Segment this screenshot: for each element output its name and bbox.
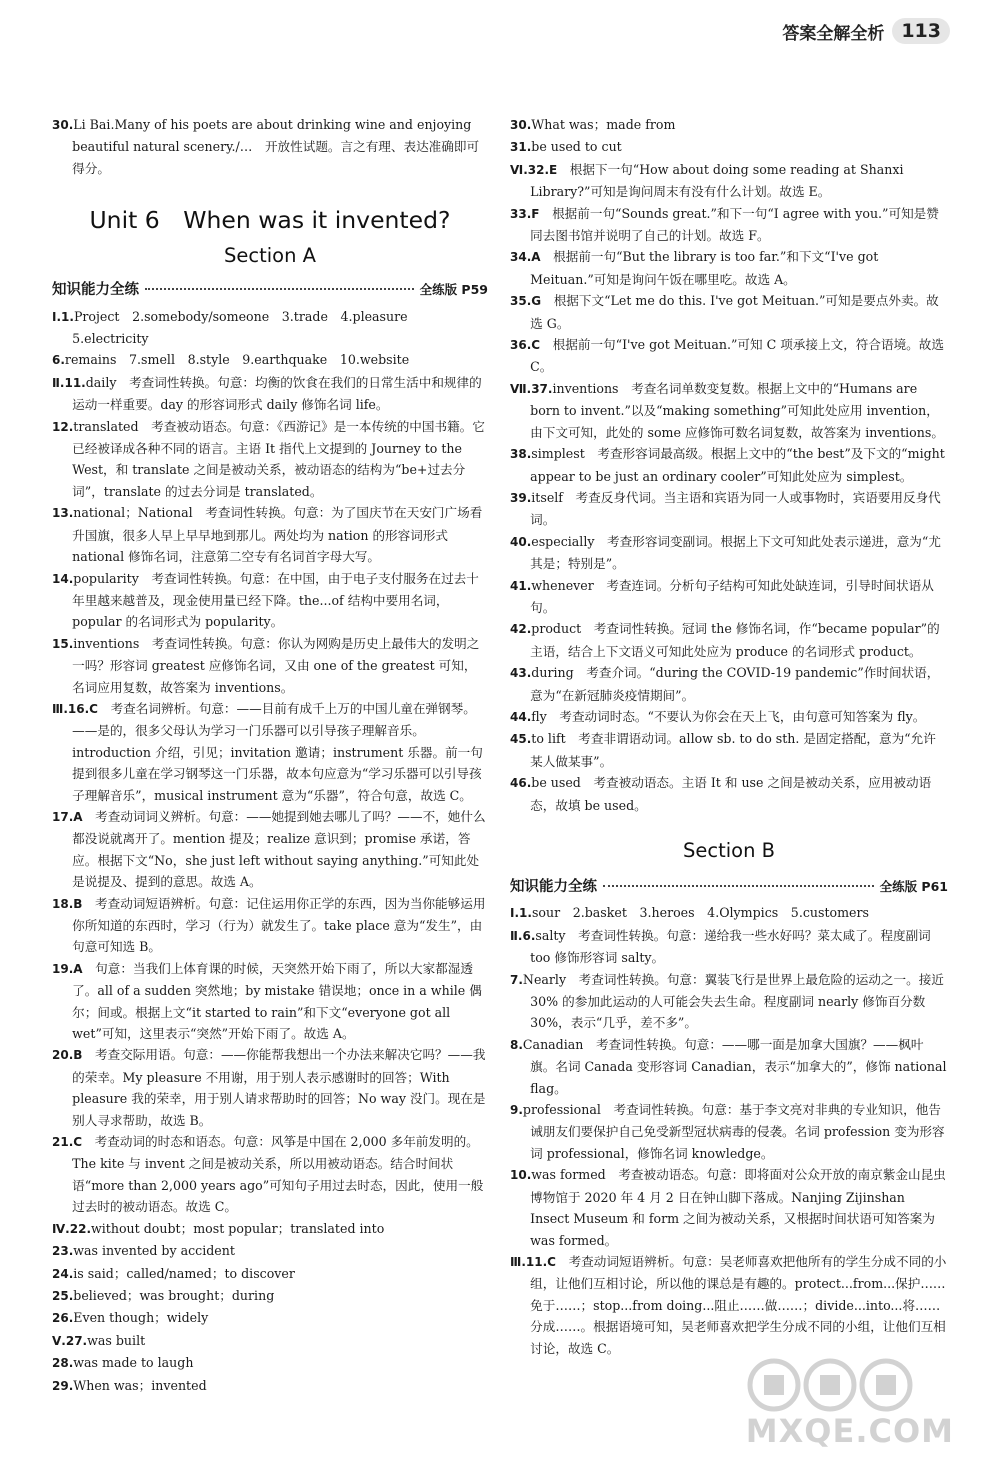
item-number: Ⅲ.11.C bbox=[510, 1254, 556, 1269]
item-number: 15. bbox=[52, 636, 74, 651]
item-text: fly 考查动词时态。“不要认为你会在天上飞，由句意可知答案为 fly。 bbox=[531, 708, 926, 724]
watermark bbox=[746, 1357, 954, 1449]
unit-title: Unit 6 When was it invented? bbox=[89, 206, 451, 235]
item-text: 考查动词词义辨析。句意：——她提到她去哪儿了吗？——不，她什么都没说就离开了。mention 提及；realize 意识到；promise 承诺，答应。根据下文“No，she just left without saying anything.”可知此处是说提及、提到的意思。故选 A。 bbox=[72, 808, 486, 890]
item-number: 41. bbox=[510, 578, 532, 593]
item-text: 考查动词的时态和语态。句意：风筝是中国在 2,000 多年前发明的。The kite 与 invent 之间是被动关系，所以用被动语态。结合时间状语“more than 2,000 years ago”可知句子用过去时态，因此，使用一般过去时的被动语态。故选 C。 bbox=[72, 1134, 484, 1215]
item-text: What was；made from bbox=[531, 117, 676, 132]
item-text: be used to cut bbox=[531, 139, 622, 155]
item-text: inventions 考查名词单数变复数。根据上文中的“Humans are born to invent.”以及“making something”可知此处应用 invention，由下文可知，此处的 some 应修饰可数名词复数，故答案为 inventions。 bbox=[530, 380, 944, 440]
item-text: national；National 考查词性转换。句意：为了国庆节在天安门广场看升国旗，很多人早上早早地到那儿。两处均为 nation 的形容词形式 national 修饰名词，注意第二空专有名词首字母大写。 bbox=[72, 505, 483, 565]
item-number: 7. bbox=[510, 972, 523, 987]
item-number: Ⅵ.32.E bbox=[510, 162, 558, 177]
answer-item bbox=[510, 290, 948, 334]
answer-item bbox=[510, 443, 948, 487]
item-text: translated 考查被动语态。句意：《西游记》是一本传统的中国书籍。它已经被译成各种不同的语言。主语 It 指代上文提到的 Journey to the West，和 translate 之间是被动关系，被动语态的结构为“be+过去分词”，translate 的过去分词是 translated。 bbox=[72, 418, 485, 499]
item-number: 29. bbox=[52, 1378, 74, 1393]
item-text: was formed 考查被动语态。句意：即将面对公众开放的南京紫金山昆虫博物馆于 2020 年 4 月 2 日在钟山脚下落成。Nanjing Zijinshan Insect Museum 和 form 之间为被动关系，又根据时间状语可知答案为 was formed。 bbox=[530, 1167, 946, 1248]
knowledge-bar bbox=[52, 279, 488, 301]
answer-item bbox=[52, 1352, 488, 1374]
item-text: Project 2.somebody/someone 3.trade 4.pleasure 5.electricity bbox=[72, 308, 421, 347]
item-number: Ⅰ.1. bbox=[52, 309, 74, 324]
answer-item bbox=[52, 1375, 488, 1397]
answer-item bbox=[510, 925, 948, 969]
answer-list bbox=[510, 114, 948, 816]
item-text: Even though；widely bbox=[73, 1310, 209, 1326]
answer-item bbox=[510, 575, 948, 619]
item-text: remains 7.smell 8.style 9.earthquake 10.website bbox=[64, 352, 410, 368]
answer-item bbox=[510, 618, 948, 662]
answer-item bbox=[52, 633, 488, 698]
item-text: salty 考查词性转换。句意：递给我一些水好吗？菜太咸了。程度副词 too 修饰形容词 salty。 bbox=[530, 927, 931, 966]
item-text: Nearly 考查词性转换。句意：翼装飞行是世界上最危险的运动之一。接近 30% 的参加此运动的人可能会失去生命。程度副词 nearly 修饰百分数 30%，表示“几乎，差不多”。 bbox=[522, 971, 944, 1031]
item-number: 39. bbox=[510, 490, 532, 505]
section-title-a: Section A bbox=[224, 244, 316, 268]
item-number: 21.C bbox=[52, 1135, 83, 1150]
answer-item bbox=[510, 902, 948, 924]
right-column bbox=[510, 114, 948, 1359]
answer-item bbox=[52, 1285, 488, 1307]
item-text: 根据下一句“How about doing some reading at Shanxi Library?”可知是询问周末有没有什么计划。故选 E。 bbox=[530, 161, 904, 200]
answer-item bbox=[510, 136, 948, 158]
item-number: 26. bbox=[52, 1311, 74, 1326]
item-number: 19.A bbox=[52, 961, 83, 976]
item-number: 9. bbox=[510, 1103, 523, 1118]
item-text: be used 考查被动语态。主语 It 和 use 之间是被动关系，应用被动语态，故填 be used。 bbox=[530, 775, 932, 813]
item-number: 10. bbox=[510, 1168, 532, 1183]
dotted-leader bbox=[145, 287, 414, 290]
item-number: 30. bbox=[52, 118, 74, 132]
item-number: Ⅰ.1. bbox=[510, 906, 532, 921]
item-number: 28. bbox=[52, 1356, 74, 1371]
item-text: especially 考查形容词变副词。根据上下文可知此处表示递进，意为“尤其是；特别是”。 bbox=[530, 533, 941, 572]
answer-item bbox=[52, 372, 488, 416]
item-number: 12. bbox=[52, 419, 74, 434]
item-text: itself 考查反身代词。当主语和宾语为同一人或事物时，宾语要用反身代词。 bbox=[530, 489, 941, 528]
page-header bbox=[782, 14, 950, 48]
item-number: 31. bbox=[510, 140, 532, 155]
item-number: 25. bbox=[52, 1288, 74, 1303]
answer-item bbox=[52, 1044, 488, 1131]
item-number: 13. bbox=[52, 506, 74, 521]
item-text: 考查动词短语辨析。句意：记住运用你正学的东西，因为当你能够运用你所知道的东西时，学习（行为）就发生了。take place 意为“发生”，由句意可知选 B。 bbox=[72, 895, 486, 955]
answer-item bbox=[510, 1099, 948, 1164]
answer-item bbox=[52, 1218, 488, 1240]
item-text: sour 2.basket 3.heroes 4.Olympics 5.customers bbox=[531, 905, 869, 921]
item-number: Ⅴ.27. bbox=[52, 1333, 88, 1348]
item-number: 44. bbox=[510, 709, 532, 724]
item-number: 46. bbox=[510, 776, 532, 791]
item-text: was invented by accident bbox=[73, 1243, 235, 1259]
watermark-text: MXQE.COM bbox=[745, 1412, 954, 1450]
item-text: 考查名词辨析。句意：——目前有成千上万的中国儿童在弹钢琴。——是的，很多父母认为学习一门乐器可以引导孩子理解音乐。introduction 介绍，引见；invitation 邀请；instrument 乐器。前一句提到很多儿童在学习钢琴这一门乐器，故本句应意为“学习乐器可以引导孩子理解音乐”，musical instrument 意为“乐器”，符合句意，故选 C。 bbox=[72, 700, 483, 803]
item-number: 33.F bbox=[510, 206, 540, 221]
header-title: 答案全解全析 bbox=[782, 23, 885, 44]
item-number: 6. bbox=[52, 353, 65, 368]
answer-item bbox=[510, 246, 948, 290]
answer-item bbox=[510, 1251, 948, 1359]
answer-item bbox=[510, 531, 948, 575]
answer-item bbox=[52, 306, 488, 350]
item-number: 18.B bbox=[52, 896, 83, 911]
knowledge-bar bbox=[510, 876, 948, 898]
answer-item bbox=[510, 662, 948, 706]
item-text: 根据下文“Let me do this. I've got Meituan.”可知是要点外卖。故选 G。 bbox=[530, 293, 939, 331]
item-text: believed；was brought；during bbox=[73, 1287, 275, 1303]
item-number: Ⅱ.6. bbox=[510, 928, 536, 943]
item-text: daily 考查词性转换。句意：均衡的饮食在我们的日常生活中和规律的运动一样重要。day 的形容词形式 daily 修饰名词 life。 bbox=[72, 374, 482, 413]
answer-item bbox=[52, 1131, 488, 1218]
answer-item bbox=[510, 487, 948, 531]
answer-item bbox=[510, 1034, 948, 1099]
item-number: 35.G bbox=[510, 294, 542, 309]
item-text: without doubt；most popular；translated into bbox=[91, 1220, 385, 1236]
answer-item bbox=[510, 203, 948, 247]
answer-item bbox=[52, 502, 488, 567]
item-text: 根据前一句“But the library is too far.”和下文“I've got Meituan.”可知是询问午饭在哪里吃。故选 A。 bbox=[530, 249, 879, 287]
answer-item bbox=[52, 1263, 488, 1285]
item-text: 根据前一句“Sounds great.”和下一句“I agree with you.”可知是赞同去图书馆并说明了自己的计划。故选 F。 bbox=[530, 205, 939, 244]
answer-item bbox=[52, 806, 488, 893]
page-number: 113 bbox=[892, 18, 950, 44]
kb-label: 知识能力全练 bbox=[52, 282, 139, 299]
answer-item bbox=[52, 698, 488, 806]
answer-item bbox=[510, 1164, 948, 1251]
answer-item bbox=[510, 772, 948, 816]
answer-item bbox=[52, 416, 488, 503]
watermark-logo-icon bbox=[746, 1357, 936, 1413]
item-text: 句意：当我们上体育课的时候，天突然开始下雨了，所以大家都湿透了。all of a sudden 突然地；by mistake 错误地；once in a while 偶尔；间或。根据上文“it started to rain”和下文“everyone got all wet”可知，这里表示“突然”开始下雨了。故选 A。 bbox=[72, 960, 482, 1042]
item-number: 24. bbox=[52, 1266, 74, 1281]
answer-item bbox=[510, 334, 948, 378]
item-number: Ⅲ.16.C bbox=[52, 701, 98, 716]
answer-item bbox=[510, 728, 948, 772]
item-number: 8. bbox=[510, 1037, 523, 1052]
answer-item bbox=[52, 958, 488, 1045]
item-number: 17.A bbox=[52, 809, 83, 824]
item-number: 20.B bbox=[52, 1048, 83, 1063]
item-text: Li Bai.Many of his poets are about drinking wine and enjoying beautiful natural scenery./… 开放性试题。言之有理、表达准确即可得分。 bbox=[72, 117, 480, 176]
answer-item bbox=[510, 378, 948, 443]
kb-page-ref: 全练版 P59 bbox=[419, 282, 488, 298]
item-text: was made to laugh bbox=[73, 1355, 194, 1371]
answer-item bbox=[52, 568, 488, 633]
item-number: 34.A bbox=[510, 250, 541, 265]
section-title-b: Section B bbox=[682, 839, 776, 862]
item-text: professional 考查词性转换。句意：基于李文亮对非典的专业知识，他告诫朋友们要保护自己免受新型冠状病毒的侵袭。名词 profession 变为形容词 professional，修饰名词 knowledge。 bbox=[522, 1102, 945, 1161]
item-text: product 考查词性转换。冠词 the 修饰名词，作“became popular”的主语，结合上下文语义可知此处应为 produce 的名词形式 product。 bbox=[530, 621, 940, 659]
item-text: Canadian 考查词性转换。句意：——哪一面是加拿大国旗？——枫叶旗。名词 Canada 变形容词 Canadian，表示“加拿大的”，修饰 national flag。 bbox=[522, 1036, 947, 1096]
answer-item bbox=[52, 114, 488, 179]
answer-item bbox=[52, 349, 488, 371]
item-text: simplest 考查形容词最高级。根据上文中的“the best”及下文的“might appear to be just an ordinary cooler”可知此处应为 simplest。 bbox=[530, 446, 945, 484]
item-text: was built bbox=[87, 1332, 146, 1348]
answer-item bbox=[510, 114, 948, 136]
answer-item bbox=[52, 1330, 488, 1352]
item-text: during 考查介词。“during the COVID-19 pandemic”作时间状语，意为“在新冠肺炎疫情期间”。 bbox=[530, 665, 940, 703]
item-number: 14. bbox=[52, 571, 74, 586]
item-number: 30. bbox=[510, 118, 532, 132]
item-text: whenever 考查连词。分析句子结构可知此处缺连词，引导时间状语从句。 bbox=[530, 577, 934, 615]
item-number: Ⅳ.22. bbox=[52, 1221, 91, 1236]
answer-list bbox=[52, 306, 488, 1397]
dotted-leader bbox=[603, 884, 874, 887]
item-number: 45. bbox=[510, 732, 532, 747]
item-text: popularity 考查词性转换。句意：在中国，由于电子支付服务在过去十年里越来越普及，现金使用量已经下降。the...of 结构中要用名词，popular 的名词形式为 popularity。 bbox=[72, 570, 479, 630]
left-column bbox=[52, 114, 488, 1397]
item-text: is said；called/named；to discover bbox=[73, 1265, 295, 1281]
item-number: 38. bbox=[510, 447, 532, 462]
item-number: Ⅶ.37. bbox=[510, 381, 553, 396]
answer-item bbox=[52, 1307, 488, 1329]
answer-item bbox=[52, 893, 488, 958]
item-text: 考查动词短语辨析。句意：吴老师喜欢把他所有的学生分成不同的小组，让他们互相讨论，所以他的课总是有趣的。protect...from...保护……免于……；stop...from doing...阻止……做……；divide...into...将……分成……。根据语境可知，吴老师喜欢把学生分成不同的小组，让他们互相讨论，故选 C。 bbox=[530, 1253, 947, 1356]
item-text: 根据前一句“I've got Meituan.”可知 C 项承接上文，符合语境。故选 C。 bbox=[530, 337, 944, 375]
item-number: 36.C bbox=[510, 338, 541, 353]
item-number: 23. bbox=[52, 1244, 74, 1259]
kb-page-ref: 全练版 P61 bbox=[879, 879, 948, 894]
item-number: Ⅱ.11. bbox=[52, 375, 86, 390]
answer-item bbox=[510, 159, 948, 203]
answer-item bbox=[510, 706, 948, 728]
answer-list bbox=[510, 902, 948, 1359]
item-number: 40. bbox=[510, 534, 532, 549]
item-number: 43. bbox=[510, 666, 532, 681]
answer-item bbox=[52, 1240, 488, 1262]
kb-label: 知识能力全练 bbox=[510, 879, 597, 895]
item-text: inventions 考查词性转换。句意：你认为网购是历史上最伟大的发明之一吗？形容词 greatest 应修饰名词，又由 one of the greatest 可知，名词应用复数，故答案为 inventions。 bbox=[72, 635, 480, 695]
item-text: When was；invented bbox=[73, 1377, 207, 1393]
item-text: to lift 考查非谓语动词。allow sb. to do sth. 是固定搭配，意为“允许某人做某事”。 bbox=[530, 731, 936, 769]
item-number: 42. bbox=[510, 622, 532, 637]
answer-item bbox=[510, 969, 948, 1034]
item-text: 考查交际用语。句意：——你能帮我想出一个办法来解决它吗？——我的荣幸。My pleasure 不用谢，用于别人表示感谢时的回答；With pleasure 我的荣幸，用于别人请求帮助时的回答；No way 没门。现在是别人寻求帮助，故选 B。 bbox=[72, 1047, 486, 1128]
